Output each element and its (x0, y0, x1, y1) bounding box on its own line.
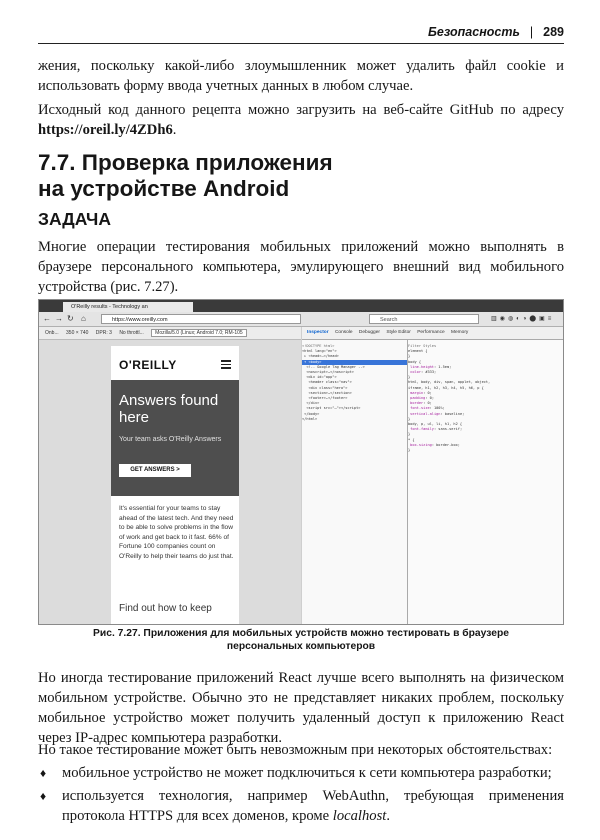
section-heading (38, 150, 564, 202)
rdm-dpr: DPR: 3 (95, 330, 112, 336)
section-heading-line1: 7.7. Проверка приложения (38, 150, 333, 175)
devtools-tab-debugger: Debugger (358, 330, 380, 335)
bullet-item-2-text (62, 786, 564, 826)
devtools-tab-bar (302, 327, 563, 340)
browser-tab-bar (39, 300, 563, 312)
hero-subtitle: Your team asks O'Reilly Answers (119, 436, 222, 443)
browser-toolbar (39, 312, 563, 327)
forward-icon: → (55, 314, 63, 323)
toolbar-icons: ▥◉◍◐◑⬤▣≡ (491, 316, 555, 322)
rdm-user-agent: Mozilla/5.0 (Linux; Android 7.0; RM-105 (151, 329, 247, 337)
devtools-css-rules: Filter Styles element { } body { line-height: 1.5em; color: #333; } html, body, div, span, applet, object, iframe, h1, h2, h3, h4, h5, h6, p { margin: 0; padding: 0; border: 0; font-size: 100%; vertical-align: baseline; } body, p, ul, li, h1, h2 { font-family: sans-serif; } * { box-sizing: border-box; } (408, 340, 563, 624)
bullet-item-2-prefix: используется технология, например WebAuthn, требующая применения протокола HTTPS для всех доменов, кроме (62, 788, 564, 824)
diamond-bullet-icon: ♦ (40, 766, 47, 780)
subheading-task: ЗАДАЧА (38, 209, 111, 229)
devtools-tab-performance: Performance (417, 330, 445, 335)
hamburger-icon (221, 360, 231, 371)
source-link[interactable]: https://oreil.ly/4ZDh6 (38, 122, 173, 138)
hero-banner (111, 380, 239, 496)
oreilly-logo: O'REILLY (119, 358, 177, 372)
running-head-separator: | (529, 25, 534, 39)
paragraph-task: Многие операции тестирования мобильных приложений можно выполнять в браузере персонального компьютера, эмулирующего внешний вид мобильного устройства (рис. 7.27). (38, 239, 564, 295)
devtools-tab-style-editor: Style Editor (386, 330, 411, 335)
figure-caption-line1: Рис. 7.27. Приложения для мобильных устройств можно тестировать в браузере (93, 628, 509, 639)
header-rule (38, 43, 564, 44)
rdm-device: Onb... (45, 330, 59, 336)
device-cta-text: Find out how to keep (119, 603, 212, 614)
bullet-item-2-suffix: . (386, 808, 390, 824)
running-head (38, 25, 564, 41)
hero-title: Answers found here (119, 392, 219, 426)
section-heading-line2: на устройстве Android (38, 176, 290, 201)
emulated-viewport (39, 340, 301, 624)
bullet-item-1-text: мобильное устройство не может подключиться к сети компьютера разработки; (62, 765, 552, 781)
search-box: Search (369, 314, 479, 324)
paragraph-conditions: Но такое тестирование может быть невозможным при некоторых обстоятельствах: (38, 742, 553, 758)
rdm-throttle: No throttl... (119, 330, 144, 336)
get-answers-button: GET ANSWERS > (119, 464, 191, 477)
figure-caption-line2: персональных компьютеров (226, 641, 376, 652)
devtools-tab-memory: Memory (451, 330, 469, 335)
devtools-tab-inspector: Inspector (307, 330, 329, 335)
devtools-tab-console: Console (334, 330, 353, 335)
source-text: Исходный код данного рецепта можно загрузить на веб-сайте GitHub по адресу (38, 102, 564, 118)
page-number: 289 (543, 25, 564, 39)
devtools-dom-tree: <!DOCTYPE html> <html lang="en"> ▸ <head>…</head> ▾ <body> <!-- Google Tag Manager --> <noscript>…</noscript> <div id="app"> <header class="nav"> <div class="hero"> <section>…</section> <footer>…</footer> </div> <script src="…"></script> </body> </html> (302, 340, 408, 624)
paragraph-react: Но иногда тестирование приложений React лучше всего выполнять на физическом мобильном устройстве. Обычно это не представляет никаких проблем, поскольку мобильное устройство может получить удаленный доступ к приложению React через IP-адрес компьютера разработки. (38, 670, 564, 746)
diamond-bullet-icon: ♦ (40, 789, 47, 803)
rdm-size: 350 × 740 (66, 330, 89, 336)
address-bar: https://www.oreilly.com (101, 314, 301, 324)
figure-caption (38, 627, 564, 653)
running-head-section: Безопасность (428, 25, 520, 39)
device-body-text: It's essential for your teams to stay ahead of the latest tech. And they need to be able to solve problems in the flow of work and get back to it fast. 66% of Fortune 100 companies count on O'Reilly to help their teams do just that. (119, 505, 234, 560)
source-suffix: . (172, 122, 177, 138)
localhost-term: localhost (332, 808, 387, 824)
paragraph-intro: жения, поскольку какой-либо злоумышленник может удалить файл cookie и использовать форму ввода учетных данных в любом случае. (38, 58, 564, 94)
reload-icon: ↻ (67, 314, 74, 323)
responsive-design-bar (39, 327, 301, 340)
mobile-device-frame (111, 346, 239, 625)
figure-screenshot (38, 299, 564, 625)
back-icon: ← (43, 314, 51, 323)
browser-tab: O'Reilly results - Technology an (63, 302, 193, 312)
home-icon: ⌂ (81, 314, 86, 323)
paragraph-source (38, 100, 564, 140)
